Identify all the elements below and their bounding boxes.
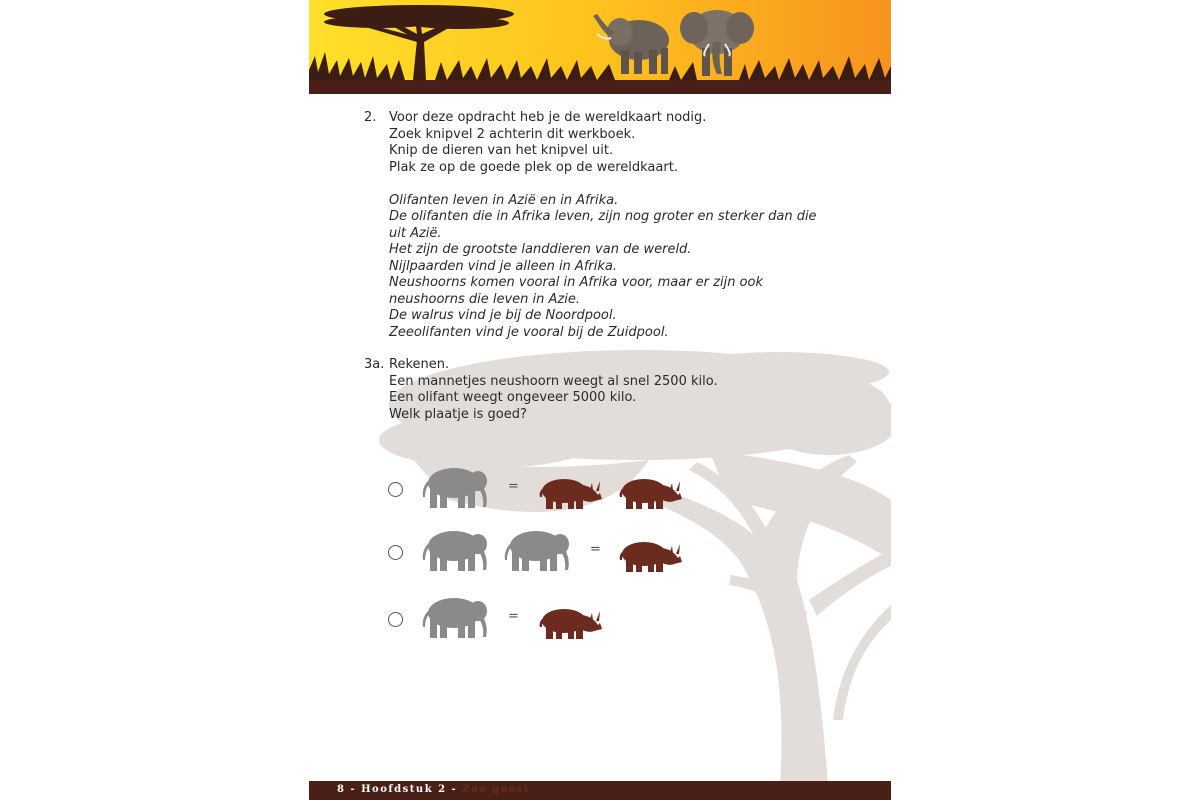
equals-sign: = bbox=[508, 609, 519, 624]
info-line: De walrus vind je bij de Noordpool. bbox=[389, 308, 617, 323]
chapter-label: Hoofdstuk 2 bbox=[361, 784, 447, 795]
info-line: Neushoorns komen vooral in Afrika voor, maar er zijn ook bbox=[389, 275, 763, 290]
info-text bbox=[389, 193, 829, 342]
instruction-line: Knip de dieren van het knipvel uit. bbox=[389, 143, 614, 158]
instruction-line: Plak ze op de goede plek op de wereldkaart. bbox=[389, 159, 678, 175]
info-line: Zeeolifanten vind je vooral bij de Zuidpool. bbox=[389, 324, 669, 340]
question-line: Welk plaatje is goed? bbox=[389, 406, 527, 422]
elephant-icon bbox=[500, 528, 572, 572]
info-line: neushoorns die leven in Azie. bbox=[389, 291, 580, 307]
rhino-icon bbox=[616, 473, 682, 509]
page-content bbox=[309, 0, 891, 800]
info-line: Olifanten leven in Azië en in Afrika. bbox=[389, 192, 619, 208]
elephant-icon bbox=[418, 465, 490, 509]
instruction-line: Voor deze opdracht heb je de wereldkaart nodig. bbox=[389, 110, 707, 125]
question-line: Een olifant weegt ongeveer 5000 kilo. bbox=[389, 390, 637, 405]
rhino-icon bbox=[536, 473, 602, 509]
info-line: De olifanten die in Afrika leven, zijn nog groter en sterker dan die bbox=[389, 209, 817, 224]
instruction-line: Zoek knipvel 2 achterin dit werkboek. bbox=[389, 126, 636, 142]
elephant-icon bbox=[418, 528, 490, 572]
page-number: 8 bbox=[337, 784, 346, 795]
answer-option-2[interactable] bbox=[388, 528, 708, 578]
question-number: 2. bbox=[364, 110, 377, 125]
workbook-page bbox=[309, 0, 891, 800]
radio-button[interactable] bbox=[388, 612, 403, 627]
info-line: Het zijn de grootste landdieren van de wereld. bbox=[389, 242, 692, 257]
radio-button[interactable] bbox=[388, 545, 403, 560]
equals-sign: = bbox=[508, 479, 519, 494]
page-footer: 8 - Hoofdstuk 2 - Zoo geest bbox=[309, 781, 891, 800]
question-line: Rekenen. bbox=[389, 357, 450, 372]
info-line: Nijlpaarden vind je alleen in Afrika. bbox=[389, 258, 617, 274]
question-number: 3a. bbox=[364, 357, 385, 372]
equals-sign: = bbox=[590, 542, 601, 557]
question-line: Een mannetjes neushoorn weegt al snel 2500 kilo. bbox=[389, 373, 718, 389]
info-line: uit Azië. bbox=[389, 225, 442, 241]
answer-option-1[interactable] bbox=[388, 465, 708, 515]
answer-option-3[interactable] bbox=[388, 595, 708, 645]
chapter-title: Zoo geest bbox=[462, 784, 530, 795]
rhino-icon bbox=[616, 536, 682, 572]
rhino-icon bbox=[536, 603, 602, 639]
radio-button[interactable] bbox=[388, 482, 403, 497]
elephant-icon bbox=[418, 595, 490, 639]
